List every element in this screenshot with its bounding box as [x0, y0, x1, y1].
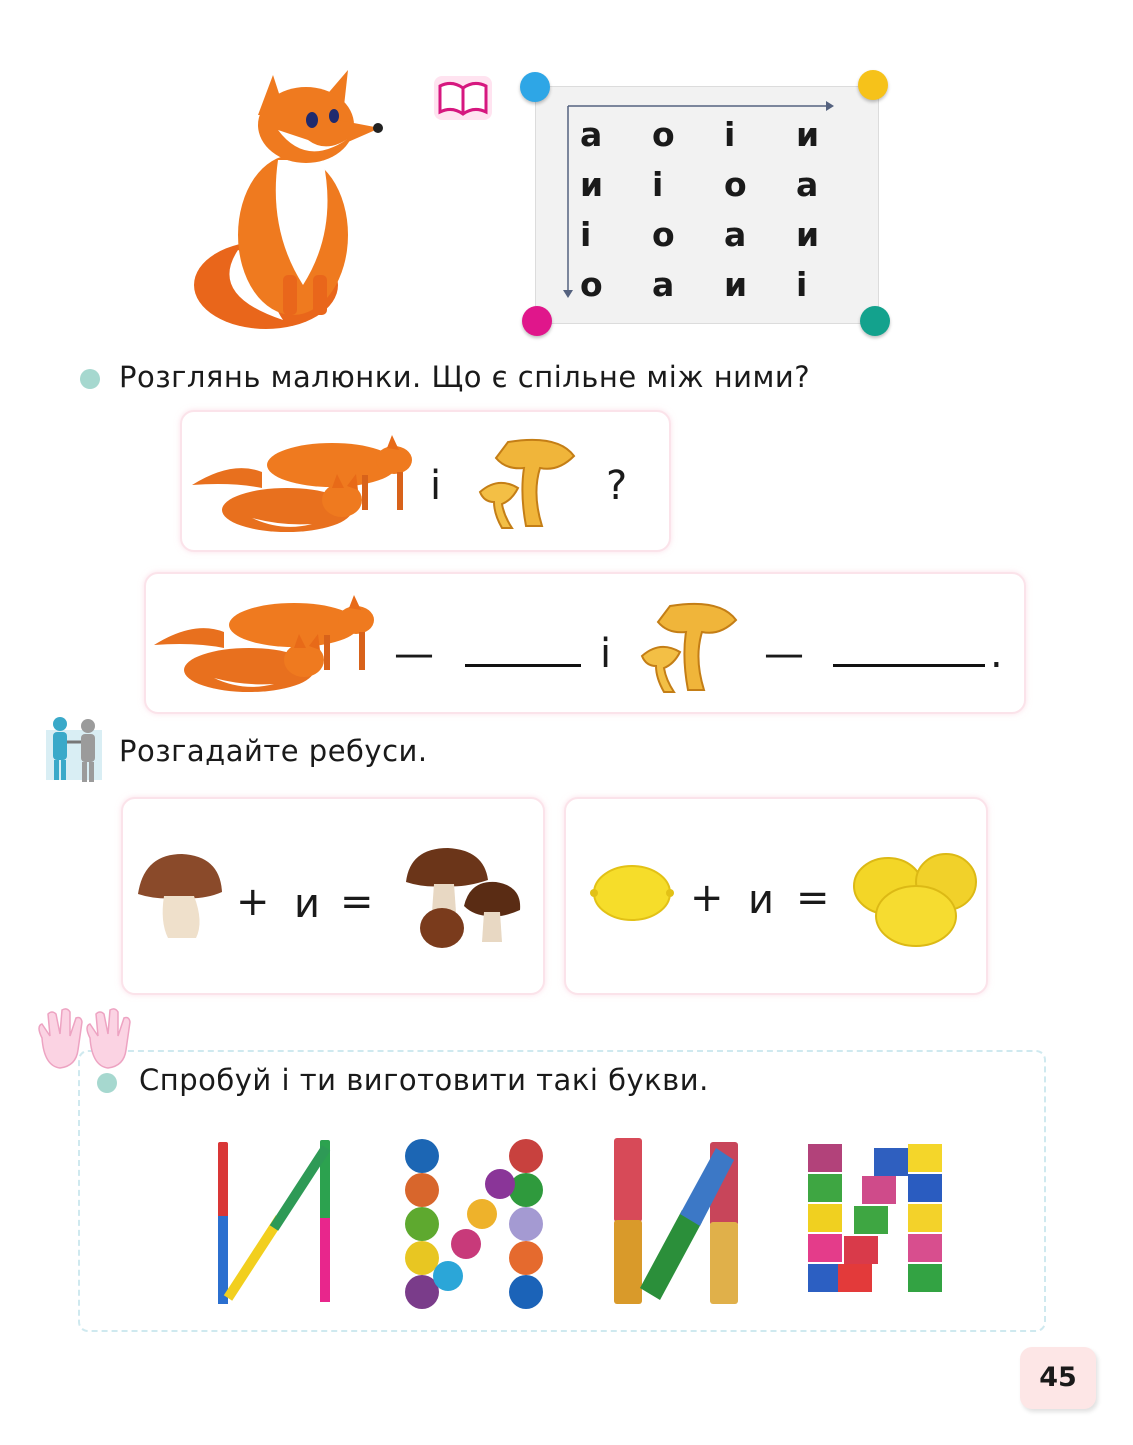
rebus-letter: и — [294, 881, 320, 927]
grid-letter: о — [652, 215, 675, 254]
connector-text: і — [430, 463, 442, 509]
grid-letter: і — [652, 165, 664, 204]
grid-letter: і — [724, 115, 736, 154]
plus-sign: + — [236, 879, 270, 925]
equals-sign: = — [340, 879, 374, 925]
chanterelle-mushroom-picture — [478, 434, 578, 534]
grid-letter: и — [724, 265, 748, 304]
foxes-picture — [192, 430, 424, 535]
buttons-letter-picture — [400, 1138, 548, 1316]
pencils-letter-picture — [208, 1136, 343, 1308]
grid-letter: а — [796, 165, 819, 204]
grid-letter: о — [724, 165, 747, 204]
lemons-picture — [850, 848, 978, 948]
book-icon — [432, 74, 494, 122]
grid-letter: и — [796, 115, 820, 154]
bullet-dot — [97, 1073, 117, 1093]
grid-letter: а — [724, 215, 747, 254]
bullet-dot — [80, 369, 100, 389]
em-dash: — — [764, 631, 804, 677]
page-number: 45 — [1020, 1347, 1096, 1409]
em-dash: — — [394, 631, 434, 677]
letter-grid — [568, 110, 838, 310]
grid-letter: і — [580, 215, 592, 254]
grid-letter: и — [796, 215, 820, 254]
rebus-letter: и — [748, 877, 774, 923]
period: . — [990, 631, 1003, 677]
mushroom-picture — [134, 852, 224, 940]
plasticine-letter-picture — [610, 1138, 742, 1306]
grid-letter: а — [652, 265, 675, 304]
pin-magenta — [522, 306, 552, 336]
task3-prompt: Спробуй і ти виготовити такі букви. — [139, 1063, 709, 1097]
pair-work-icon — [44, 714, 110, 784]
equals-sign: = — [796, 875, 830, 921]
connector-text: і — [600, 631, 612, 677]
lemon-picture — [590, 862, 674, 924]
pin-blue — [520, 72, 550, 102]
mushrooms-picture — [404, 846, 522, 950]
pin-teal — [860, 306, 890, 336]
answer-blank[interactable] — [833, 664, 985, 667]
task1-prompt: Розглянь малюнки. Що є спільне між ними? — [119, 360, 811, 394]
grid-letter: а — [580, 115, 603, 154]
cubes-letter-picture — [804, 1140, 946, 1300]
grid-letter: о — [580, 265, 603, 304]
chanterelle-mushroom-picture — [640, 598, 740, 698]
plus-sign: + — [690, 875, 724, 921]
answer-blank[interactable] — [465, 664, 581, 667]
grid-letter: о — [652, 115, 675, 154]
fox-illustration — [188, 60, 388, 330]
foxes-picture — [154, 590, 386, 695]
task2-prompt: Розгадайте ребуси. — [119, 734, 428, 768]
question-mark: ? — [606, 463, 628, 509]
grid-letter: и — [580, 165, 604, 204]
pin-yellow — [858, 70, 888, 100]
grid-letter: і — [796, 265, 808, 304]
hands-icon — [30, 1006, 140, 1076]
